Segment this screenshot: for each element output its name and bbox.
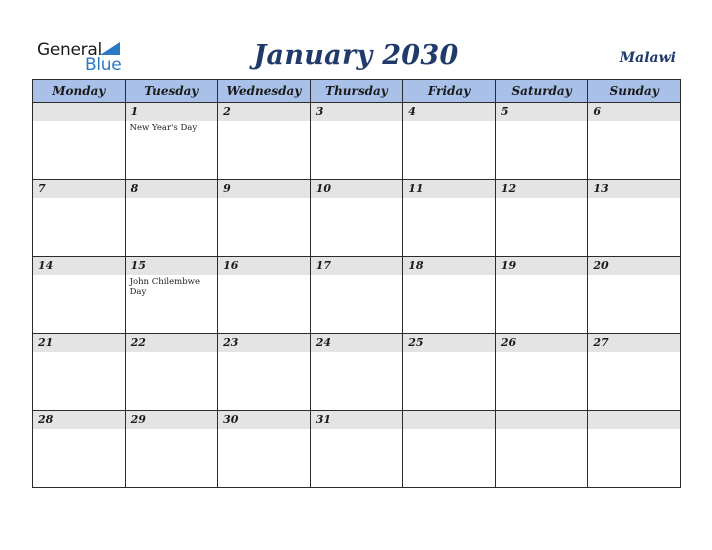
day-number: 24 [311, 334, 403, 352]
day-number: 23 [218, 334, 310, 352]
logo-word-general: General [37, 40, 102, 60]
weekday-header: Wednesday [218, 80, 311, 103]
day-number: 19 [496, 257, 588, 275]
day-cell [588, 334, 681, 411]
day-number: 3 [311, 103, 403, 121]
day-cell [125, 180, 218, 257]
day-cell [33, 334, 126, 411]
day-number [403, 411, 495, 429]
day-cell [403, 411, 496, 488]
day-cell [33, 103, 126, 180]
day-cell [125, 334, 218, 411]
weekday-header: Friday [403, 80, 496, 103]
day-number: 16 [218, 257, 310, 275]
day-number: 20 [588, 257, 680, 275]
holiday-label: New Year's Day [129, 123, 198, 133]
day-cell [403, 103, 496, 180]
day-number: 14 [33, 257, 125, 275]
calendar-grid [32, 79, 681, 488]
day-number: 18 [403, 257, 495, 275]
weekday-header-row [33, 80, 681, 103]
day-number: 11 [403, 180, 495, 198]
day-cell [403, 180, 496, 257]
day-cell [495, 257, 588, 334]
day-cell [310, 257, 403, 334]
day-cell [125, 103, 218, 180]
day-cell [588, 411, 681, 488]
day-number: 7 [33, 180, 125, 198]
day-number: 28 [33, 411, 125, 429]
day-number: 29 [126, 411, 218, 429]
day-cell [218, 257, 311, 334]
day-cell [218, 334, 311, 411]
day-number: 12 [496, 180, 588, 198]
day-cell [403, 334, 496, 411]
day-number: 1 [126, 103, 218, 121]
weekday-header: Saturday [495, 80, 588, 103]
day-number: 30 [218, 411, 310, 429]
week-row [33, 411, 681, 488]
day-number: 8 [126, 180, 218, 198]
day-cell [33, 411, 126, 488]
week-row [33, 180, 681, 257]
day-number: 22 [126, 334, 218, 352]
day-cell [495, 334, 588, 411]
day-cell [310, 411, 403, 488]
week-row [33, 257, 681, 334]
weekday-header: Thursday [310, 80, 403, 103]
day-number: 9 [218, 180, 310, 198]
day-number: 27 [588, 334, 680, 352]
day-number [496, 411, 588, 429]
day-cell [495, 180, 588, 257]
day-number [588, 411, 680, 429]
day-cell [495, 411, 588, 488]
day-cell [495, 103, 588, 180]
day-number: 13 [588, 180, 680, 198]
logo-word-blue: Blue [85, 55, 122, 75]
day-number: 15 [126, 257, 218, 275]
day-number: 21 [33, 334, 125, 352]
day-cell [310, 334, 403, 411]
country-label: Malawi [619, 50, 676, 66]
day-number: 5 [496, 103, 588, 121]
day-number: 4 [403, 103, 495, 121]
day-cell [33, 257, 126, 334]
calendar-title: January 2030 [253, 40, 459, 71]
day-cell [125, 257, 218, 334]
day-cell [218, 103, 311, 180]
weekday-header: Monday [33, 80, 126, 103]
day-number: 26 [496, 334, 588, 352]
week-row [33, 103, 681, 180]
week-row [33, 334, 681, 411]
day-cell [588, 257, 681, 334]
weekday-header: Tuesday [125, 80, 218, 103]
weekday-header: Sunday [588, 80, 681, 103]
day-cell [310, 180, 403, 257]
day-cell [218, 180, 311, 257]
day-number: 10 [311, 180, 403, 198]
holiday-label: John Chilembwe Day [129, 277, 200, 297]
day-number: 31 [311, 411, 403, 429]
day-cell [33, 180, 126, 257]
day-cell [125, 411, 218, 488]
day-number: 2 [218, 103, 310, 121]
day-cell [310, 103, 403, 180]
day-number: 25 [403, 334, 495, 352]
day-cell [588, 103, 681, 180]
day-number [33, 103, 125, 121]
day-cell [588, 180, 681, 257]
day-cell [218, 411, 311, 488]
day-number: 17 [311, 257, 403, 275]
day-cell [403, 257, 496, 334]
day-number: 6 [588, 103, 680, 121]
